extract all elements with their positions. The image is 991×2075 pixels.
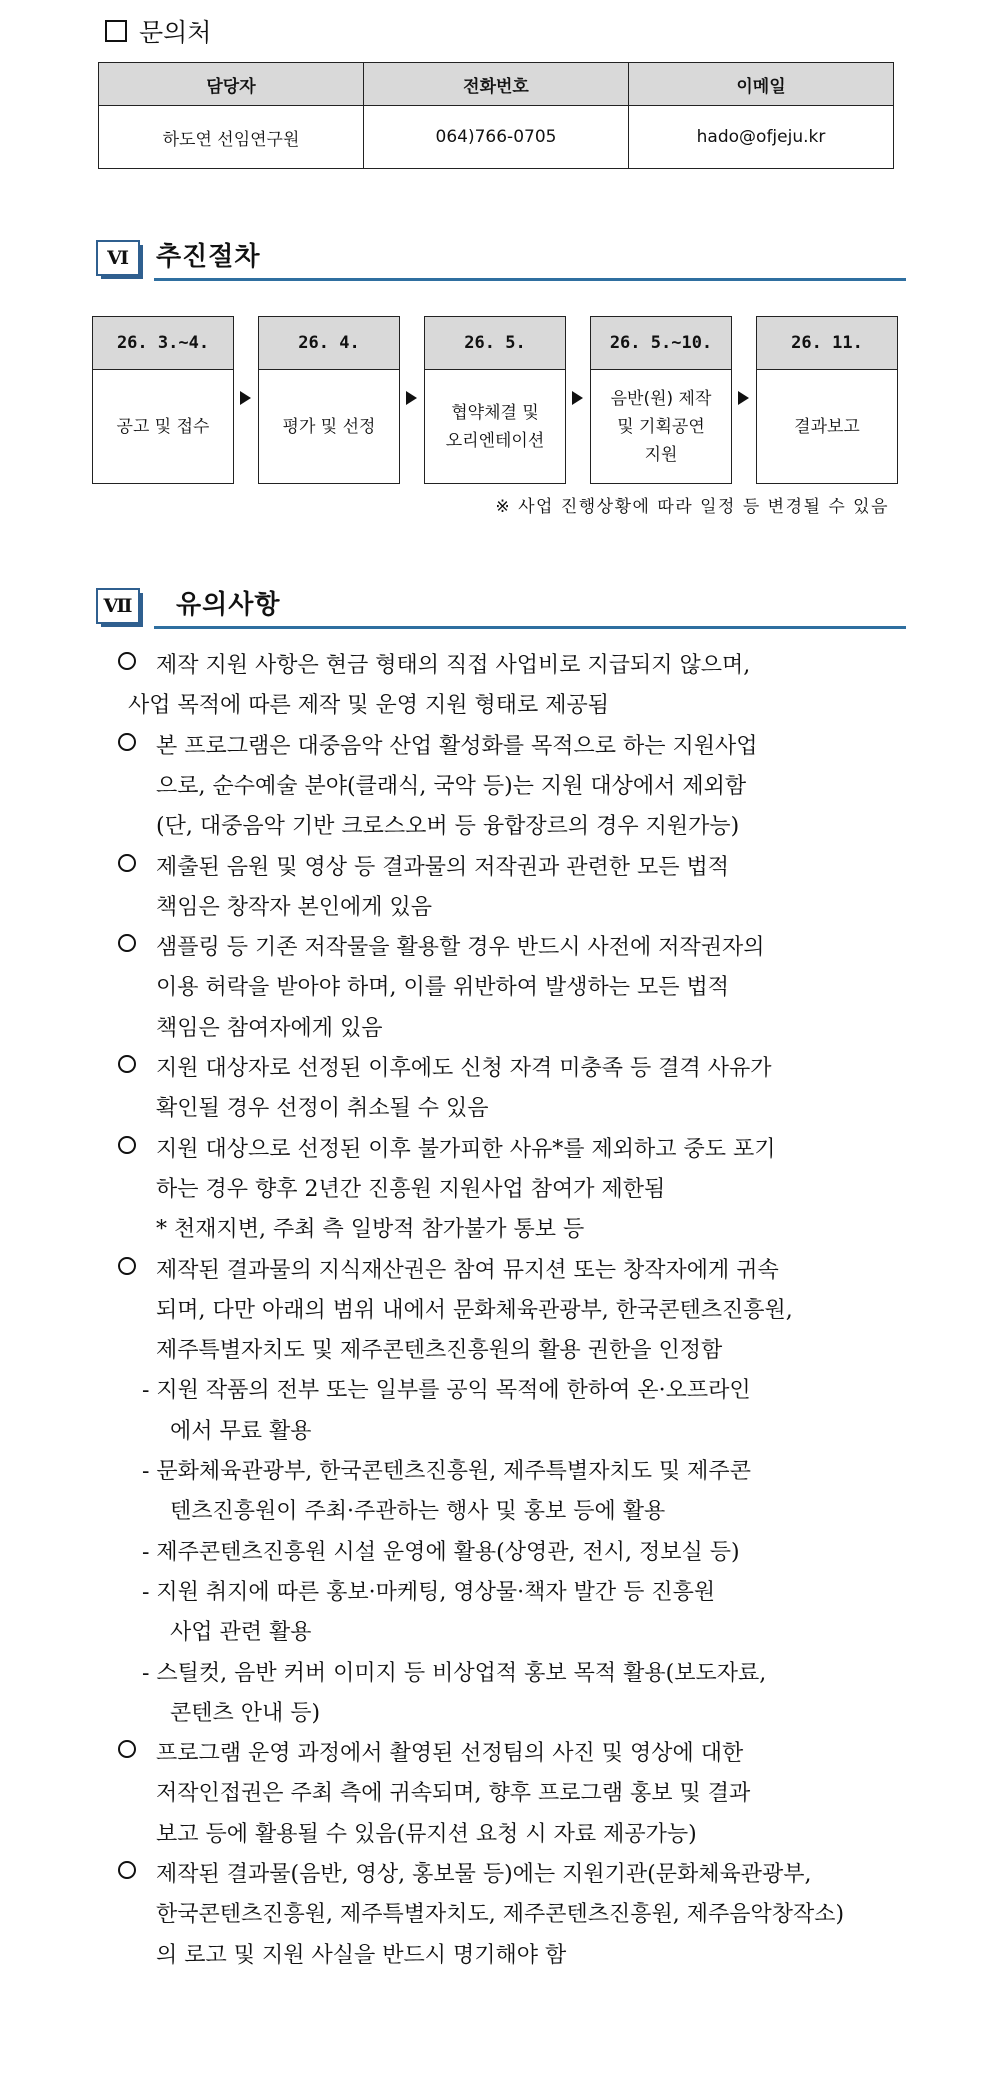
process-step xyxy=(756,316,898,484)
note-line xyxy=(118,729,758,760)
note-text: 제작된 결과물(음반, 영상, 홍보물 등)에는 지원기관(문화체육관광부, xyxy=(156,1862,812,1887)
note-text: 콘텐츠 안내 등) xyxy=(170,1700,321,1726)
note-text: * 천재지변, 주최 측 일방적 참가불가 통보 등 xyxy=(156,1217,585,1243)
bullet xyxy=(118,649,156,677)
note-line xyxy=(142,1535,740,1566)
note-text: - 스틸컷, 음반 커버 이미지 등 비상업적 홍보 목적 활용(보도자료, xyxy=(142,1660,767,1686)
arrow-right-icon xyxy=(240,391,251,405)
contact-person: 하도연 선임연구원 xyxy=(99,106,364,169)
bullet xyxy=(118,931,156,959)
note-text: 프로그램 운영 과정에서 촬영된 선정팀의 사진 및 영상에 대한 xyxy=(156,1741,744,1767)
note-text: - 지원 작품의 전부 또는 일부를 공익 목적에 한하여 온·오프라인 xyxy=(142,1378,751,1404)
contact-table xyxy=(98,62,894,169)
note-text: 제주특별자치도 및 제주콘텐츠진흥원의 활용 권한을 인정함 xyxy=(156,1338,723,1364)
note-text: 이용 허락을 받아야 하며, 이를 위반하여 발생하는 모든 법적 xyxy=(156,975,729,1001)
note-text: 본 프로그램은 대중음악 산업 활성화를 목적으로 하는 지원사업 xyxy=(156,733,758,759)
note-line xyxy=(142,1373,751,1404)
note-line xyxy=(118,648,750,679)
bullet xyxy=(118,1133,156,1161)
note-line xyxy=(156,769,746,800)
contact-phone: 064)766-0705 xyxy=(364,106,629,169)
process-step xyxy=(258,316,400,484)
note-text: (단, 대중음악 기반 크로스오버 등 융합장르의 경우 지원가능) xyxy=(156,814,740,840)
circle-bullet-icon xyxy=(118,1055,136,1073)
note-line xyxy=(156,1817,697,1848)
section-7-header xyxy=(96,584,906,632)
note-line xyxy=(170,1494,665,1525)
process-note: ※ 사업 진행상황에 따라 일정 등 변경될 수 있음 xyxy=(495,497,889,517)
circle-bullet-icon xyxy=(118,854,136,872)
note-line xyxy=(118,930,765,961)
note-line xyxy=(118,850,729,881)
note-line xyxy=(156,1776,750,1807)
circle-bullet-icon xyxy=(118,1257,136,1275)
note-line xyxy=(156,1091,489,1122)
section-7-title: 유의사항 xyxy=(176,590,281,620)
bullet xyxy=(118,1737,156,1765)
step-label: 협약체결 및 오리엔테이션 xyxy=(445,403,545,451)
bullet xyxy=(118,1858,156,1886)
note-line xyxy=(118,1051,772,1082)
note-line xyxy=(156,1938,566,1969)
note-line xyxy=(156,970,729,1001)
header-phone: 전화번호 xyxy=(364,63,629,106)
note-line xyxy=(142,1575,715,1606)
contact-header-row xyxy=(99,63,894,106)
note-line xyxy=(118,1736,743,1767)
note-line xyxy=(118,1253,779,1284)
circle-bullet-icon xyxy=(118,1740,136,1758)
note-text: 제출된 음원 및 영상 등 결과물의 저작권과 관련한 모든 법적 xyxy=(156,854,729,880)
bullet xyxy=(118,1254,156,1282)
step-label: 공고 및 접수 xyxy=(116,417,210,437)
circle-bullet-icon xyxy=(118,652,136,670)
note-line xyxy=(156,890,432,921)
section-6-header xyxy=(96,236,906,284)
section-6-title: 추진절차 xyxy=(156,242,261,272)
note-text: 저작인접권은 주최 측에 귀속되며, 향후 프로그램 홍보 및 결과 xyxy=(156,1781,751,1807)
note-text: 텐츠진흥원이 주최·주관하는 행사 및 홍보 등에 활용 xyxy=(170,1499,666,1525)
note-text: 한국콘텐츠진흥원, 제주특별자치도, 제주콘텐츠진흥원, 제주음악창작소) xyxy=(156,1902,845,1928)
section-divider xyxy=(154,626,906,629)
section-7-number: Ⅶ xyxy=(96,588,140,624)
note-line xyxy=(142,1454,751,1485)
step-date: 26. 4. xyxy=(259,317,399,370)
step-label: 음반(원) 제작 및 기획공연 지원 xyxy=(610,389,712,465)
note-text: 의 로고 및 지원 사실을 반드시 명기해야 함 xyxy=(156,1942,567,1968)
note-text: - 지원 취지에 따른 홍보·마케팅, 영상물·책자 발간 등 진흥원 xyxy=(142,1579,716,1605)
circle-bullet-icon xyxy=(118,1136,136,1154)
note-text: 샘플링 등 기존 저작물을 활용할 경우 반드시 사전에 저작권자의 xyxy=(156,935,765,961)
bullet xyxy=(118,851,156,879)
process-step xyxy=(590,316,732,484)
note-line xyxy=(128,688,609,719)
section-6-number: Ⅵ xyxy=(96,240,140,276)
note-text: 보고 등에 활용될 수 있음(뮤지션 요청 시 자료 제공가능) xyxy=(156,1821,697,1847)
note-line xyxy=(118,1857,812,1888)
note-text: 으로, 순수예술 분야(클래식, 국악 등)는 지원 대상에서 제외함 xyxy=(156,773,747,799)
circle-bullet-icon xyxy=(118,1861,136,1879)
note-line xyxy=(156,1172,665,1203)
note-text: 사업 관련 활용 xyxy=(170,1620,312,1646)
step-date: 26. 5. xyxy=(425,317,565,370)
circle-bullet-icon xyxy=(118,934,136,952)
note-text: 제작 지원 사항은 현금 형태의 직접 사업비로 지급되지 않으며, xyxy=(156,653,751,678)
note-text: - 문화체육관광부, 한국콘텐츠진흥원, 제주특별자치도 및 제주콘 xyxy=(142,1459,751,1484)
note-line xyxy=(156,1212,584,1243)
note-line xyxy=(156,1011,383,1042)
header-email: 이메일 xyxy=(629,63,894,106)
step-date: 26. 11. xyxy=(757,317,897,370)
note-text: 제작된 결과물의 지식재산권은 참여 뮤지션 또는 창작자에게 귀속 xyxy=(156,1257,779,1283)
circle-bullet-icon xyxy=(118,733,136,751)
process-step xyxy=(424,316,566,484)
note-line xyxy=(156,1897,844,1928)
note-line xyxy=(156,1293,793,1324)
contact-row xyxy=(99,106,894,169)
step-date: 26. 3.~4. xyxy=(93,317,233,370)
arrow-right-icon xyxy=(572,391,583,405)
note-text: 지원 대상자로 선정된 이후에도 신청 자격 미충족 등 결격 사유가 xyxy=(156,1056,772,1081)
note-line xyxy=(170,1414,312,1445)
step-label: 결과보고 xyxy=(794,417,860,437)
step-date: 26. 5.~10. xyxy=(591,317,731,370)
contact-title: 문의처 xyxy=(139,18,212,47)
checkbox-square-icon xyxy=(105,20,127,42)
bullet xyxy=(118,1052,156,1080)
step-label: 평가 및 선정 xyxy=(282,417,376,437)
note-text: 지원 대상으로 선정된 이후 불가피한 사유*를 제외하고 중도 포기 xyxy=(156,1136,776,1162)
section-divider xyxy=(154,278,906,281)
note-text: 책임은 창작자 본인에게 있음 xyxy=(156,894,433,920)
contact-email: hado@ofjeju.kr xyxy=(629,106,894,169)
note-line xyxy=(142,1656,766,1687)
note-text: 사업 목적에 따른 제작 및 운영 지원 형태로 제공됨 xyxy=(128,693,609,719)
note-line xyxy=(170,1696,320,1727)
arrow-right-icon xyxy=(738,391,749,405)
arrow-right-icon xyxy=(406,391,417,405)
note-text: 책임은 참여자에게 있음 xyxy=(156,1015,383,1041)
process-step xyxy=(92,316,234,484)
header-person: 담당자 xyxy=(99,63,364,106)
note-text: 되며, 다만 아래의 범위 내에서 문화체육관광부, 한국콘텐츠진흥원, xyxy=(156,1297,793,1323)
note-text: 확인될 경우 선정이 취소될 수 있음 xyxy=(156,1096,489,1122)
contact-heading xyxy=(105,14,211,48)
bullet xyxy=(118,730,156,758)
note-line xyxy=(118,1132,776,1163)
note-text: 하는 경우 향후 2년간 진흥원 지원사업 참여가 제한됨 xyxy=(156,1176,666,1202)
note-line xyxy=(170,1615,312,1646)
note-line xyxy=(156,1333,722,1364)
note-line xyxy=(156,809,739,840)
note-text: - 제주콘텐츠진흥원 시설 운영에 활용(상영관, 전시, 정보실 등) xyxy=(142,1539,740,1565)
note-text: 에서 무료 활용 xyxy=(170,1418,312,1444)
